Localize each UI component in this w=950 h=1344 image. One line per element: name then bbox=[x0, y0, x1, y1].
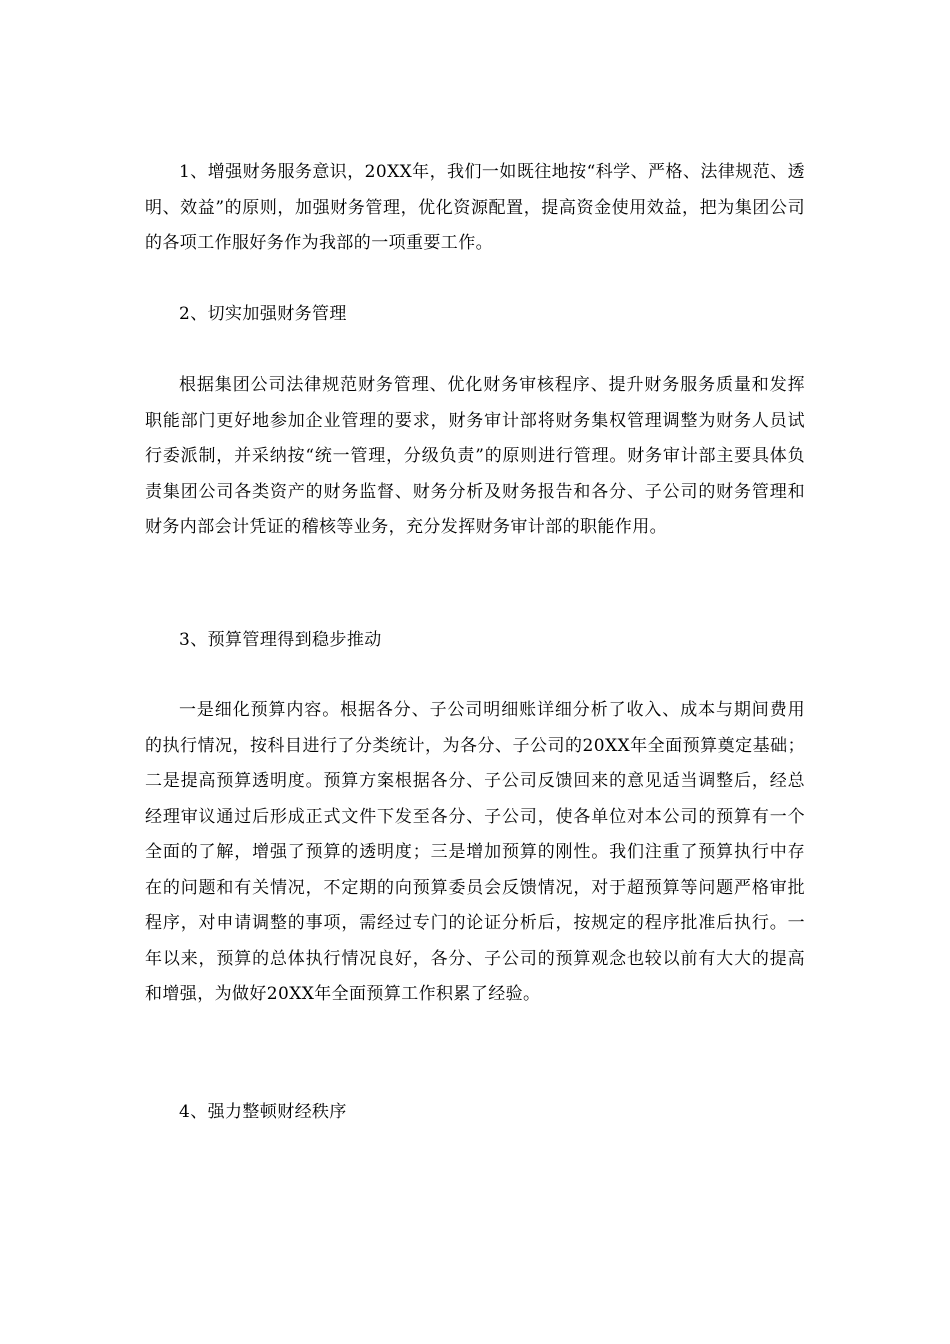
paragraph-financial-management: 根据集团公司法律规范财务管理、优化财务审核程序、提升财务服务质量和发挥职能部门更好地参加企业管理的要求，财务审计部将财务集权管理调整为财务人员试行委派制，并采纳按“统一管理，分级负责”的原则进行管理。财务审计部主要具体负责集团公司各类资产的财务监督、财务分析及财务报告和各分、子公司的财务管理和财务内部会计凭证的稽核等业务，充分发挥财务审计部的职能作用。 bbox=[145, 375, 805, 537]
section-heading-budget-management: 3、预算管理得到稳步推动 bbox=[179, 630, 382, 650]
section-heading-strengthen-management: 2、切实加强财务管理 bbox=[179, 304, 347, 324]
paragraph-financial-service-awareness: 1、增强财务服务意识，20XX年，我们一如既往地按“科学、严格、法律规范、透明、效益”的原则，加强财务管理，优化资源配置，提高资金使用效益，把为集团公司的各项工作服好务作为我部的一项重要工作。 bbox=[145, 162, 805, 253]
paragraph-budget-details: 一是细化预算内容。根据各分、子公司明细账详细分析了收入、成本与期间费用的执行情况，按科目进行了分类统计，为各分、子公司的20XX年全面预算奠定基础；二是提高预算透明度。预算方案根据各分、子公司反馈回来的意见适当调整后，经总经理审议通过后形成正式文件下发至各分、子公司，使各单位对本公司的预算有一个全面的了解，增强了预算的透明度；三是增加预算的刚性。我们注重了预算执行中存在的问题和有关情况，不定期的向预算委员会反馈情况，对于超预算等问题严格审批程序，对申请调整的事项，需经过专门的论证分析后，按规定的程序批准后执行。一年以来，预算的总体执行情况良好，各分、子公司的预算观念也较以前有大大的提高和增强，为做好20XX年全面预算工作积累了经验。 bbox=[145, 700, 805, 1004]
section-heading-financial-order: 4、强力整顿财经秩序 bbox=[179, 1102, 347, 1122]
